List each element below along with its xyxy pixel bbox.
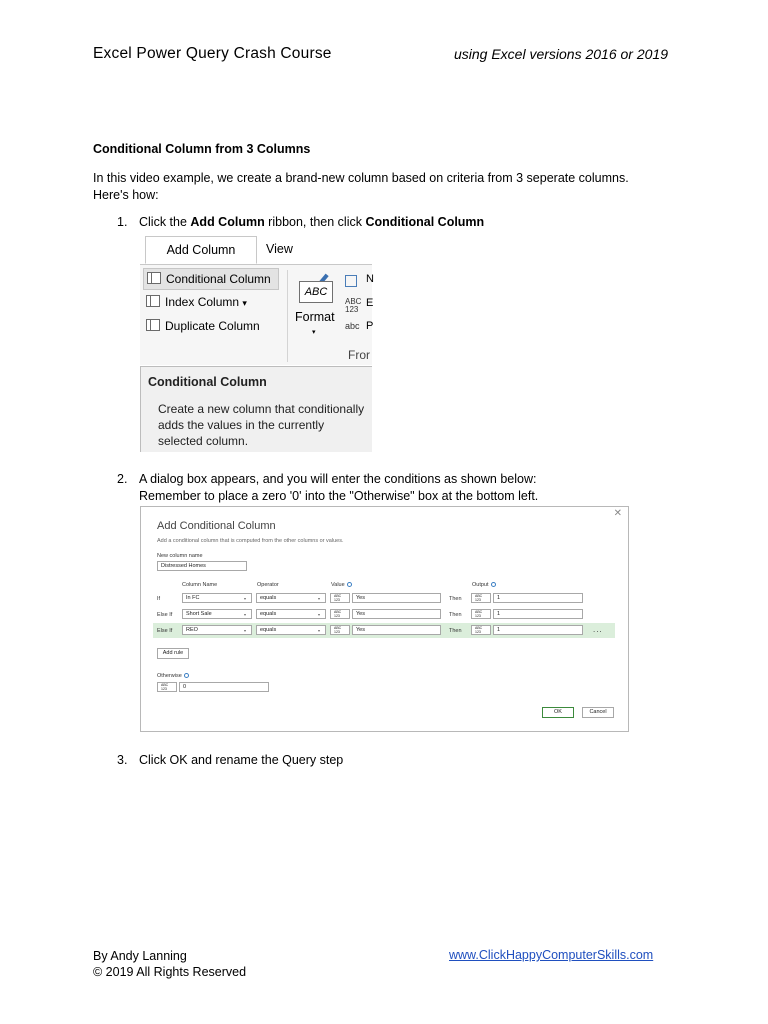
tooltip	[140, 366, 372, 452]
index-column-button[interactable]	[143, 292, 247, 312]
rule-2-value-input[interactable]: Yes	[352, 609, 441, 619]
rule-3-output-input[interactable]: 1	[493, 625, 583, 635]
duplicate-column-button[interactable]	[143, 316, 260, 336]
chevron-down-icon: ▾	[318, 612, 321, 617]
rule-1-value-type[interactable]: ABC 123	[330, 593, 350, 603]
dialog-subtitle: Add a conditional column that is computed from the other columns or values.	[157, 538, 344, 544]
data-type-icon: ABC 123	[345, 297, 362, 314]
header-value	[331, 582, 352, 588]
chevron-down-icon: ▾	[244, 596, 247, 601]
info-icon	[184, 673, 189, 678]
ribbon-tab-bar	[140, 236, 372, 265]
rule-3-then: Then	[449, 628, 462, 634]
rule-1-output-type[interactable]: ABC 123	[471, 593, 491, 603]
rule-1-kind: If	[157, 596, 161, 602]
chevron-down-icon: ▾	[242, 298, 247, 308]
otherwise-label	[157, 673, 189, 679]
rule-3-column-select[interactable]: REO	[182, 625, 252, 635]
chevron-down-icon: ▾	[244, 628, 247, 633]
intro-line-1: In this video example, we create a brand-new column based on criteria from 3 seperate columns.	[93, 171, 629, 185]
column-from-examples-icon	[345, 275, 357, 287]
intro-paragraph	[93, 170, 673, 204]
rule-1-then: Then	[449, 596, 462, 602]
step-1-text	[139, 214, 484, 231]
step-2-line-2: Remember to place a zero '0' into the "Otherwise" box at the bottom left.	[139, 489, 539, 503]
rule-2-then: Then	[449, 612, 462, 618]
tab-view[interactable]: View	[266, 242, 293, 256]
cancel-button[interactable]: Cancel	[582, 707, 614, 718]
add-rule-button[interactable]: Add rule	[157, 648, 189, 659]
header-column-name: Column Name	[182, 582, 218, 588]
rule-2-kind: Else If	[157, 612, 173, 618]
more-options-icon[interactable]: ...	[593, 625, 603, 634]
document-header-subtitle: using Excel versions 2016 or 2019	[453, 46, 668, 62]
chevron-down-icon: ▾	[244, 612, 247, 617]
ribbon-screenshot	[140, 236, 372, 452]
ok-button[interactable]: OK	[542, 707, 574, 718]
step-1-mid: ribbon, then click	[264, 215, 366, 229]
rule-1-operator-select[interactable]: equals	[256, 593, 326, 603]
info-icon	[347, 582, 352, 587]
otherwise-label-text: Otherwise	[157, 673, 182, 679]
format-abc-icon: ABC	[299, 281, 333, 303]
otherwise-input[interactable]: 0	[179, 682, 269, 692]
footer-author: By Andy Lanning	[93, 949, 187, 963]
rule-2-value-type[interactable]: ABC 123	[330, 609, 350, 619]
index-column-icon	[146, 295, 160, 307]
section-title: Conditional Column from 3 Columns	[93, 142, 311, 156]
add-conditional-column-dialog	[140, 506, 629, 732]
index-column-label: Index Column	[165, 295, 240, 309]
document-header-title: Excel Power Query Crash Course	[93, 45, 332, 62]
chevron-down-icon: ▾	[318, 628, 321, 633]
chevron-down-icon: ▾	[318, 596, 321, 601]
header-value-label: Value	[331, 582, 345, 588]
dialog-title: Add Conditional Column	[157, 520, 276, 532]
step-3-text: Click OK and rename the Query step	[139, 753, 344, 767]
close-icon[interactable]: ✕	[613, 508, 622, 519]
rule-3-operator-select[interactable]: equals	[256, 625, 326, 635]
rule-1-output-input[interactable]: 1	[493, 593, 583, 603]
ribbon-side-text-1: N	[366, 273, 374, 285]
ribbon-group-label: Fror	[348, 348, 370, 362]
header-output	[472, 582, 496, 588]
new-column-name-label: New column name	[157, 553, 203, 559]
rule-1-value-input[interactable]: Yes	[352, 593, 441, 603]
rule-3-kind: Else If	[157, 628, 173, 634]
otherwise-type[interactable]: ABC 123	[157, 682, 177, 692]
footer-copyright: © 2019 All Rights Reserved	[93, 965, 247, 979]
footer-website-link[interactable]: www.ClickHappyComputerSkills.com	[449, 948, 654, 962]
step-1-pre: Click the	[139, 215, 191, 229]
rule-1-column-select[interactable]: In FC	[182, 593, 252, 603]
tab-add-column[interactable]: Add Column	[145, 236, 257, 264]
tooltip-title: Conditional Column	[148, 375, 267, 389]
ribbon-side-text-3: P	[366, 320, 374, 332]
ribbon-side-text-2: E	[366, 297, 374, 309]
conditional-column-icon	[147, 272, 161, 284]
footer-credits	[93, 948, 246, 980]
header-operator: Operator	[257, 582, 279, 588]
text-abc-icon: abc	[345, 321, 360, 331]
format-button[interactable]: Format	[295, 310, 335, 324]
rule-3-output-type[interactable]: ABC 123	[471, 625, 491, 635]
duplicate-column-label: Duplicate Column	[165, 319, 260, 333]
step-2-line-1: A dialog box appears, and you will enter the conditions as shown below:	[139, 472, 537, 486]
rule-3-value-type[interactable]: ABC 123	[330, 625, 350, 635]
header-output-label: Output	[472, 582, 489, 588]
rule-2-output-type[interactable]: ABC 123	[471, 609, 491, 619]
step-1-bold-conditional-column: Conditional Column	[365, 215, 485, 229]
step-1-number: 1.	[117, 215, 128, 229]
info-icon	[491, 582, 496, 587]
tooltip-body: Create a new column that conditionally adds the values in the currently selected column.	[158, 402, 365, 448]
rule-3-value-input[interactable]: Yes	[352, 625, 441, 635]
conditional-column-button[interactable]	[143, 268, 279, 290]
rule-2-column-select[interactable]: Short Sale	[182, 609, 252, 619]
ribbon-separator	[287, 270, 288, 362]
intro-line-2: Here's how:	[93, 188, 159, 202]
ribbon-panel	[140, 265, 372, 365]
conditional-column-label: Conditional Column	[166, 272, 271, 286]
step-1-bold-add-column: Add Column	[190, 215, 265, 229]
rule-2-output-input[interactable]: 1	[493, 609, 583, 619]
new-column-name-input[interactable]: Distressed Homes	[157, 561, 247, 571]
rule-2-operator-select[interactable]: equals	[256, 609, 326, 619]
duplicate-column-icon	[146, 319, 160, 331]
step-2-number: 2.	[117, 472, 128, 486]
step-3-number: 3.	[117, 753, 128, 767]
format-dropdown-icon: ▾	[312, 329, 316, 336]
